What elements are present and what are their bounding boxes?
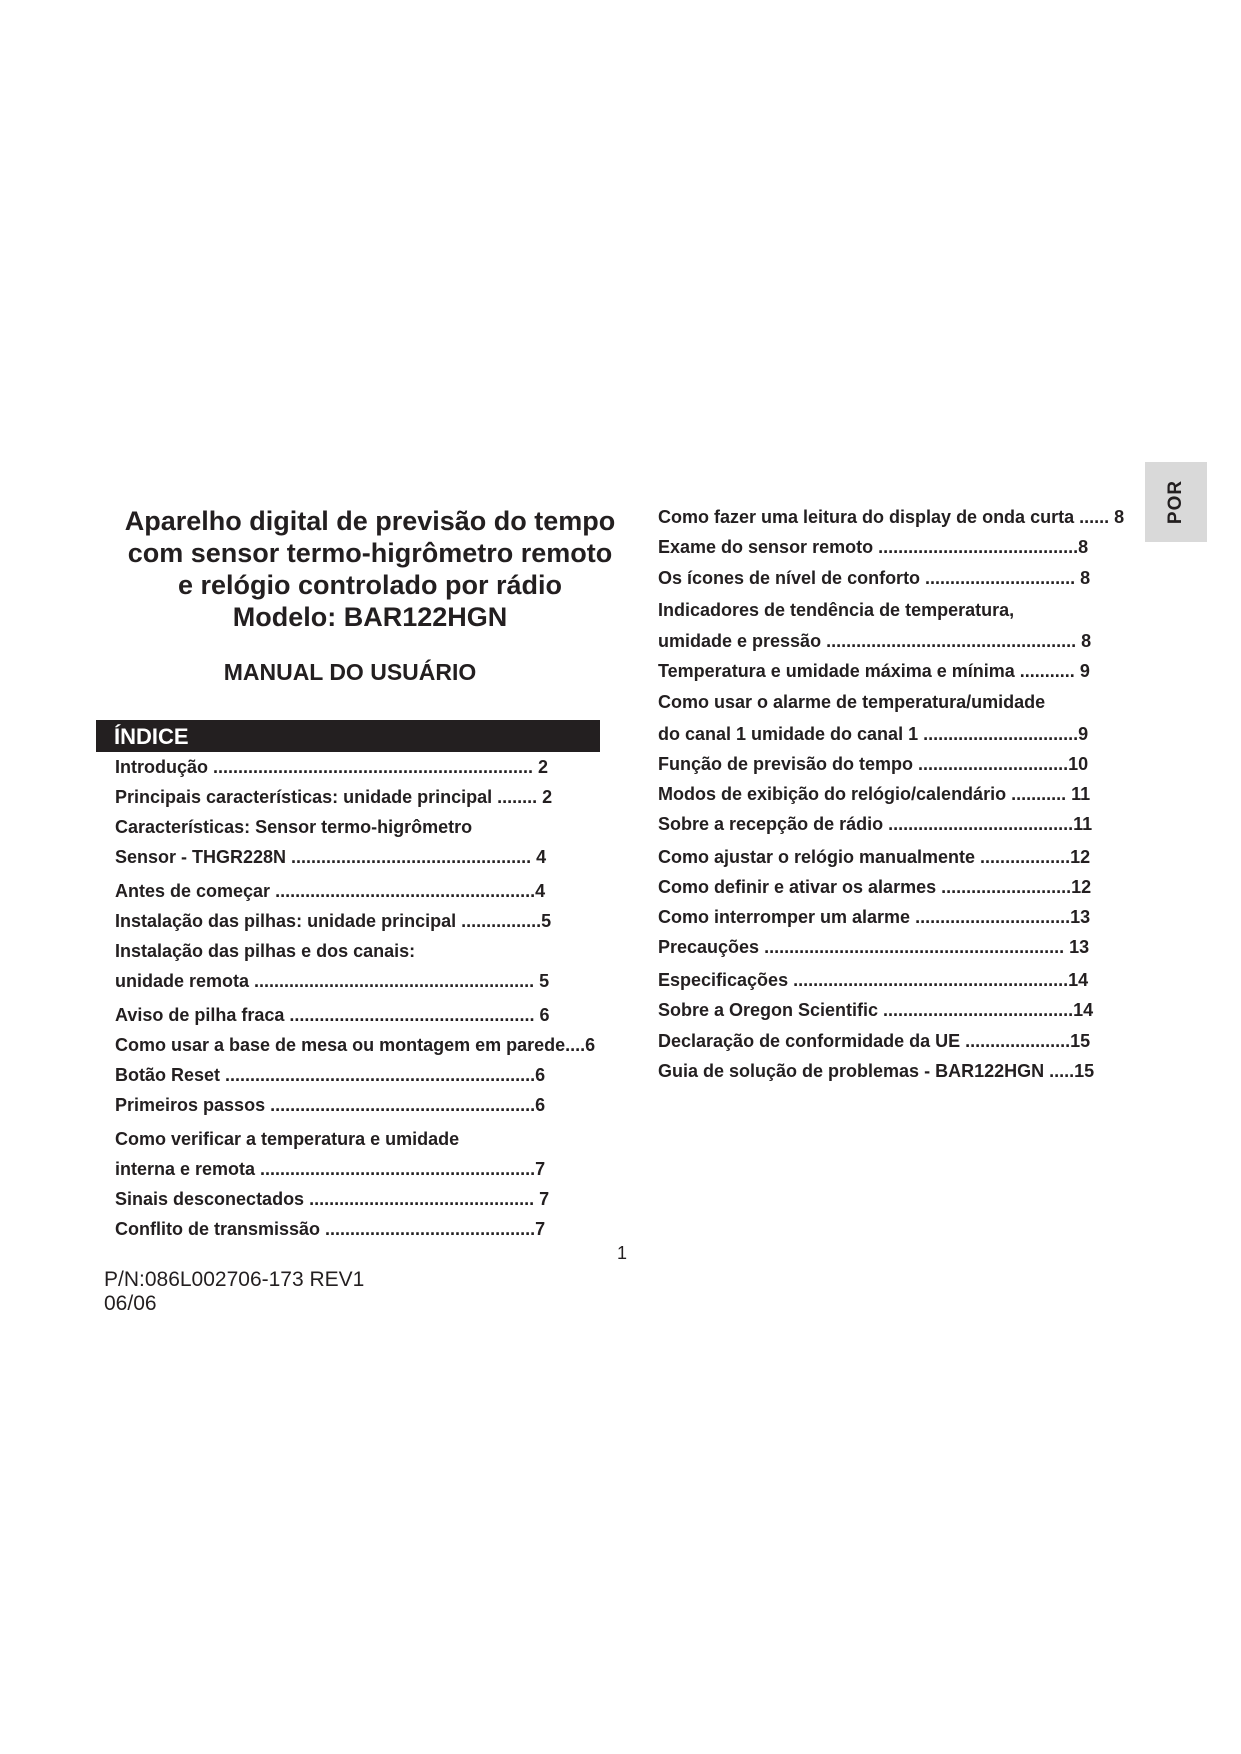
toc-entry: Conflito de transmissão ..........................................7 bbox=[115, 1219, 546, 1239]
toc-entry: Como usar o alarme de temperatura/umidade bbox=[658, 692, 1046, 712]
language-tab bbox=[1145, 462, 1207, 542]
title-line: Modelo: BAR122HGN bbox=[232, 602, 508, 632]
toc-entry: Função de previsão do tempo ..............................10 bbox=[658, 754, 1089, 774]
title-line: com sensor termo-higrômetro remoto bbox=[127, 538, 613, 568]
toc-entry: Indicadores de tendência de temperatura, bbox=[658, 600, 1015, 620]
toc-entry: Primeiros passos .....................................................6 bbox=[115, 1095, 546, 1115]
toc-entry: do canal 1 umidade do canal 1 ...............................9 bbox=[658, 724, 1089, 744]
toc-entry: Sinais desconectados ............................................. 7 bbox=[115, 1189, 550, 1209]
toc-entry: Sobre a recepção de rádio .....................................11 bbox=[658, 814, 1093, 834]
toc-entry: Exame do sensor remoto ........................................8 bbox=[658, 537, 1089, 557]
toc-entry: Como verificar a temperatura e umidade bbox=[115, 1129, 460, 1149]
title-line: e relógio controlado por rádio bbox=[177, 570, 563, 600]
toc-entry: Como ajustar o relógio manualmente ..................12 bbox=[658, 847, 1091, 867]
date-fragment: 06/06 bbox=[104, 1292, 157, 1315]
index-heading: ÍNDICE bbox=[96, 720, 600, 752]
toc-entry: Como usar a base de mesa ou montagem em parede....6 bbox=[115, 1035, 596, 1055]
toc-entry: Instalação das pilhas: unidade principal ................5 bbox=[115, 911, 552, 931]
toc-entry: Sobre a Oregon Scientific ......................................14 bbox=[658, 1000, 1094, 1020]
toc-entry: Características: Sensor termo-higrômetro bbox=[115, 817, 473, 837]
language-tab-label: POR bbox=[1165, 479, 1186, 525]
toc-entry: Principais características: unidade principal ........ 2 bbox=[115, 787, 553, 807]
toc-entry: Aviso de pilha fraca ................................................. 6 bbox=[115, 1005, 550, 1025]
toc-entry: Como fazer uma leitura do display de onda curta ...... 8 bbox=[658, 507, 1125, 527]
title-line: Aparelho digital de previsão do tempo bbox=[124, 506, 616, 536]
document-title bbox=[100, 505, 640, 633]
page-number: 1 bbox=[617, 1243, 628, 1263]
toc-entry: Especificações .......................................................14 bbox=[658, 970, 1089, 990]
toc-entry: Como interromper um alarme ...............................13 bbox=[658, 907, 1091, 927]
toc-entry: unidade remota ........................................................ 5 bbox=[115, 971, 550, 991]
toc-entry: interna e remota .......................................................7 bbox=[115, 1159, 546, 1179]
toc-entry: Antes de começar ....................................................4 bbox=[115, 881, 546, 901]
toc-entry: Como definir e ativar os alarmes ..........................12 bbox=[658, 877, 1092, 897]
toc-entry: Declaração de conformidade da UE .....................15 bbox=[658, 1031, 1091, 1051]
toc-entry: Modos de exibição do relógio/calendário ........... 11 bbox=[658, 784, 1091, 804]
toc-entry: umidade e pressão .................................................. 8 bbox=[658, 631, 1092, 651]
toc-entry: Precauções ............................................................ 13 bbox=[658, 937, 1090, 957]
toc-entry: Introdução ................................................................ 2 bbox=[115, 757, 549, 777]
toc-entry: Botão Reset ..............................................................6 bbox=[115, 1065, 546, 1085]
toc-entry: Temperatura e umidade máxima e mínima ........... 9 bbox=[658, 661, 1090, 681]
toc-entry: Os ícones de nível de conforto .............................. 8 bbox=[658, 568, 1091, 588]
toc-entry: Sensor - THGR228N ................................................ 4 bbox=[115, 847, 547, 867]
part-number: P/N:086L002706-173 REV1 bbox=[104, 1268, 365, 1291]
manual-subtitle: MANUAL DO USUÁRIO bbox=[223, 659, 477, 685]
toc-entry: Instalação das pilhas e dos canais: bbox=[115, 941, 416, 961]
toc-entry: Guia de solução de problemas - BAR122HGN .....15 bbox=[658, 1061, 1095, 1081]
